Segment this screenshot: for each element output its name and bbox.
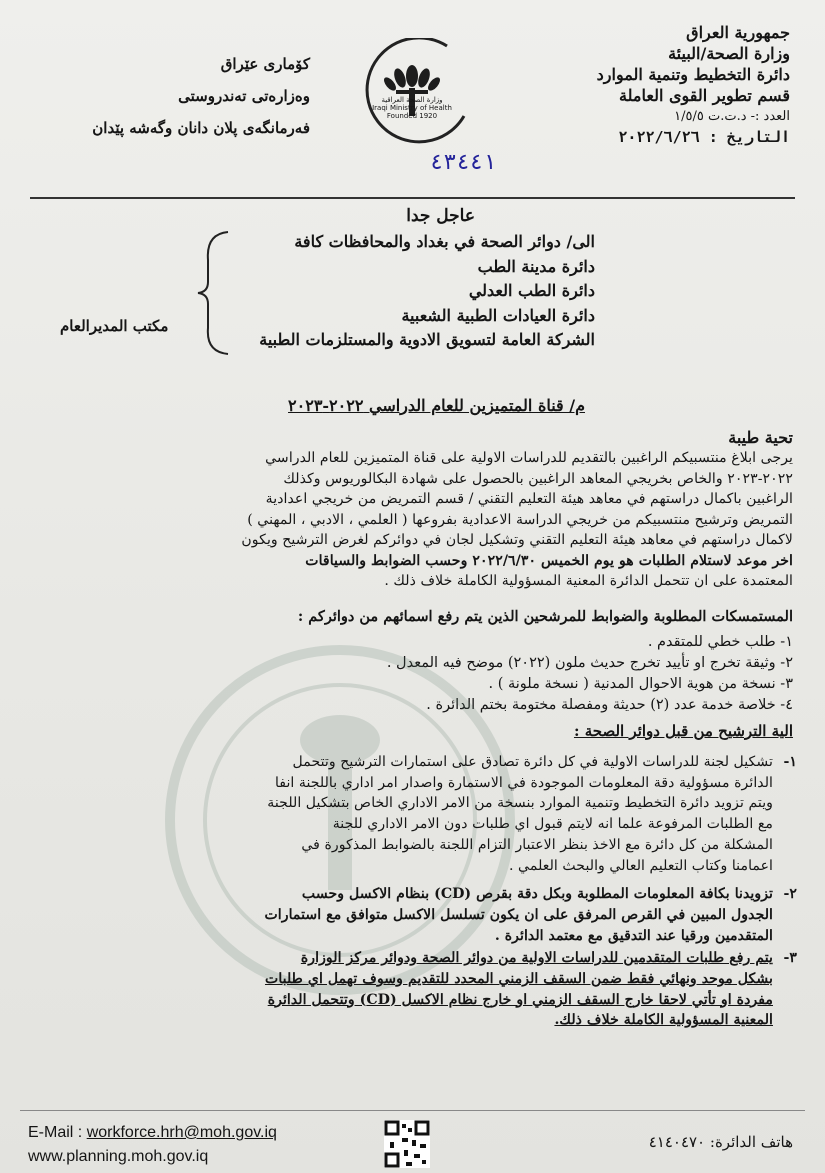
- email-label: E-Mail :: [28, 1124, 83, 1141]
- item-line: المتقدمين ورقيا عند التدقيق مع معتمد الدائرة .: [494, 927, 773, 944]
- item-number: ١-: [783, 754, 797, 770]
- body-line: الراغبين باكمال دراستهم في معاهد هيئة التعليم التقني / قسم التمريض من خريجي اعدادية: [265, 491, 793, 507]
- body-line: لاكمال دراستهم في معاهد هيئة التعليم التقني وتشكيل لجان في دوائركم لغرض الترشيح ويكون: [241, 532, 793, 548]
- mechanism-item: [27, 884, 797, 946]
- document-number: العدد :- د.ت.ت ١/٥/٥: [674, 109, 790, 124]
- footer-divider: [20, 1110, 805, 1111]
- recipients-list: [195, 230, 595, 353]
- qr-code-icon: [384, 1120, 430, 1168]
- item-line: يتم رفع طلبات المتقدمين للدراسات الاولية من دوائر الصحة ودوائر مركز الوزارة: [300, 950, 773, 967]
- logo-caption-ar: وزارة الصحة العراقية: [381, 96, 443, 104]
- handwritten-number: ٤٣٤٤١: [430, 150, 497, 175]
- logo-caption: [362, 96, 462, 120]
- greeting: تحية طيبة: [728, 428, 793, 447]
- cc-office: مكتب المديرالعام: [60, 317, 169, 335]
- subject-line: م/ قناة المتميزين للعام الدراسي ٢٠٢٢-٢٠٢٣: [288, 396, 585, 415]
- logo-caption-en: Iraqi Ministry of Health: [372, 104, 452, 112]
- header-kurdish-line2: وەزارەتی تەندروستی: [178, 87, 310, 105]
- recipient: دائرة مدينة الطب: [477, 256, 595, 276]
- website-link[interactable]: www.planning.moh.gov.iq: [28, 1148, 209, 1165]
- item-line: اعمامنا وكتاب التعليم العالي والبحث العلمي .: [509, 857, 773, 874]
- document-date: التاريخ : ٢٠٢٢/٦/٢٦: [618, 128, 790, 146]
- mechanism-item: [27, 752, 797, 876]
- item-line: الجدول المبين في القرص المرفق على ان يكون تسلسل الاكسل متوافق مع استمارات: [264, 906, 773, 923]
- email-link[interactable]: workforce.hrh@moh.gov.iq: [86, 1124, 277, 1141]
- item-number: ٢-: [783, 886, 797, 903]
- requirement-item: ١- طلب خطي للمتقدم .: [647, 634, 793, 650]
- mechanism-items: [27, 752, 797, 1031]
- item-line: الدائرة مسؤولية دقة المعلومات الموجودة في الاستمارة واصدار امر اداري باللجنة انفا: [274, 774, 773, 791]
- item-line: مفردة او تأتي لاحقا خارج السقف الزمني او خارج نظام الاكسل (CD) وتتحمل الدائرة: [267, 991, 773, 1008]
- item-line: بشكل موحد ونهائي فقط ضمن السقف الزمني المحدد للتقديم وسوف تهمل اي طلبات: [264, 971, 773, 988]
- header-kurdish-line3: فەرمانگەی پلان دانان وگەشە پێدان: [92, 119, 310, 137]
- body-line: المعتمدة على ان تتحمل الدائرة المعنية المسؤولية الكاملة خلاف ذلك .: [384, 573, 793, 589]
- item-line: المشكلة من كل دائرة مع الاخذ بنظر الاعتبار التزام اللجنة بالضوابط المذكورة في: [301, 836, 773, 853]
- requirement-item: ٢- وثيقة تخرج او تأييد تخرج حديث ملون (٢٠٢٢) موضح فيه المعدل .: [386, 655, 793, 671]
- item-line: المعنية المسؤولية الكاملة خلاف ذلك.: [554, 1012, 773, 1029]
- recipient: الى/ دوائر الصحة في بغداد والمحافظات كافة: [294, 232, 595, 251]
- recipient: دائرة الطب العدلي: [468, 281, 595, 300]
- body-line: ٢٠٢٢-٢٠٢٣ والخاص بخريجي المعاهد الراغبين بالحصول على شهادة البكالوريوس وكذلك: [283, 470, 793, 487]
- logo-caption-founded: Founded 1920: [386, 112, 438, 120]
- header-country: جمهورية العراق: [686, 23, 790, 42]
- ministry-logo-icon: [352, 38, 472, 146]
- recipient: الشركة العامة لتسويق الادوية والمستلزمات الطبية: [259, 330, 595, 349]
- mechanism-heading: الية الترشيح من قبل دوائر الصحة :: [573, 722, 793, 740]
- item-line: تشكيل لجنة للدراسات الاولية في كل دائرة تصادق على استمارات الترشيح وتتحمل: [292, 754, 773, 770]
- body-line: التمريض وترشيح منتسبيكم من خريجي الدراسة الاعدادية بفروعها ( العلمي ، الادبي ، المهني ): [247, 511, 793, 528]
- body-line-deadline: اخر موعد لاستلام الطلبات هو يوم الخميس ٢٠٢٢/٦/٣٠ وحسب الضوابط والسياقات: [305, 552, 793, 569]
- footer-phone: هاتف الدائرة: ٤١٤٠٤٧٠: [648, 1133, 793, 1151]
- item-line: مع الطلبات المرفوعة علما انه لايتم قبول اي طلبات دون الامر الاداري للجنة: [332, 816, 773, 833]
- header-section: قسم تطوير القوى العاملة: [619, 86, 790, 105]
- footer-email: [28, 1124, 277, 1142]
- header-arabic: [550, 22, 790, 148]
- body-paragraph: [28, 448, 793, 592]
- requirements-heading: المستمسكات المطلوبة والضوابط للمرشحين الذين يتم رفع اسمائهم من دوائركم :: [297, 608, 793, 625]
- header-ministry: وزارة الصحة/البيئة: [668, 44, 790, 63]
- item-line: تزويدنا بكافة المعلومات المطلوبة وبكل دقة بقرص (CD) بنظام الاكسل وحسب: [301, 886, 773, 903]
- requirement-item: ٣- نسخة من هوية الاحوال المدنية ( نسخة ملونة ) .: [488, 676, 793, 692]
- recipients-bracket: [196, 230, 230, 356]
- recipient: دائرة العيادات الطبية الشعبية: [401, 305, 595, 325]
- urgent-label: عاجل جدا: [406, 206, 475, 226]
- requirement-item: ٤- خلاصة خدمة عدد (٢) حديثة ومفصلة مختومة بختم الدائرة .: [426, 697, 793, 713]
- item-number: ٣-: [783, 950, 797, 967]
- item-line: ويتم تزويد دائرة التخطيط وتنمية الموارد بنسخة من الامر الاداري الخاص بتشكيل اللجنة: [267, 795, 773, 812]
- header-divider: [30, 197, 795, 199]
- body-line: يرجى ابلاغ منتسبيكم الراغبين بالتقديم للدراسات الاولية على قناة المتميزين للعام الدراسي: [265, 450, 793, 466]
- header-directorate: دائرة التخطيط وتنمية الموارد: [596, 65, 790, 84]
- header-kurdish-line1: کۆماری عێراق: [220, 55, 310, 73]
- mechanism-item: [27, 948, 797, 1031]
- header-kurdish: [40, 48, 310, 144]
